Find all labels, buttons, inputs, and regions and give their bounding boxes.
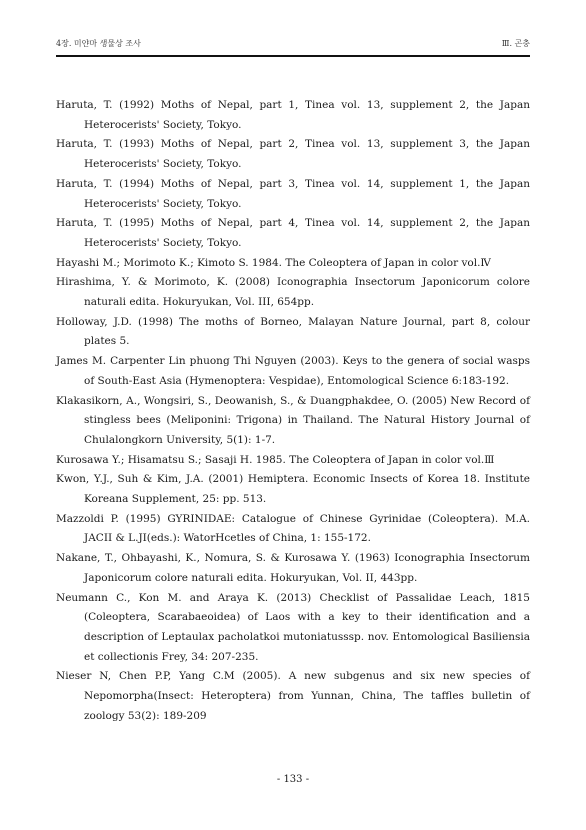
reference-item: Haruta, T. (1995) Moths of Nepal, part 4, Tinea vol. 14, supplement 2, the Japan Heterocerists' Society, Tokyo.	[56, 217, 530, 249]
reference-item: Nakane, T., Ohbayashi, K., Nomura, S. & Kurosawa Y. (1963) Iconographia Insectorum Japonicorum colore naturali edita. Hokuryukan, Vol. II, 443pp.	[56, 552, 530, 584]
header-section: Ⅲ. 곤충	[501, 39, 530, 48]
reference-item: Kurosawa Y.; Hisamatsu S.; Sasaji H. 1985. The Coleoptera of Japan in color vol.Ⅲ	[56, 453, 495, 466]
reference-item: James M. Carpenter Lin phuong Thi Nguyen (2003). Keys to the genera of social wasps of South-East Asia (Hymenoptera: Vespidae), Entomological Science 6:183-192.	[56, 355, 530, 387]
reference-item: Haruta, T. (1993) Moths of Nepal, part 2, Tinea vol. 13, supplement 3, the Japan Heterocerists' Society, Tokyo.	[56, 138, 530, 171]
reference-list	[56, 96, 530, 727]
reference-item: Mazzoldi P. (1995) GYRINIDAE: Catalogue of Chinese Gyrinidae (Coleoptera). M.A. JACII & L.JI(eds.): WatorHcetles of China, 1: 155-172.	[56, 512, 530, 545]
reference-item: Hirashima, Y. & Morimoto, K. (2008) Iconographia Insectorum Japonicorum colore naturali edita. Hokuryukan, Vol. III, 654pp.	[56, 276, 530, 309]
reference-item: Holloway, J.D. (1998) The moths of Borneo, Malayan Nature Journal, part 8, colour plates 5.	[56, 315, 530, 348]
page-number: - 133 -	[276, 774, 310, 785]
reference-item: Haruta, T. (1992) Moths of Nepal, part 1, Tinea vol. 13, supplement 2, the Japan Heterocerists' Society, Tokyo.	[56, 99, 530, 131]
reference-item: Haruta, T. (1994) Moths of Nepal, part 3, Tinea vol. 14, supplement 1, the Japan Heterocerists' Society, Tokyo.	[56, 177, 530, 210]
page-header	[56, 38, 530, 49]
reference-item: Nieser N, Chen P.P, Yang C.M (2005). A new subgenus and six new species of Nepomorpha(Insect: Heteroptera) from Yunnan, China, The taffles bulletin of zoology 53(2): 189-209	[56, 670, 530, 722]
reference-item: Klakasikorn, A., Wongsiri, S., Deowanish, S., & Duangphakdee, O. (2005) New Record of stingless bees (Meliponini: Trigona) in Thailand. The Natural History Journal of Chulalongkorn University, 5(1): 1-7.	[56, 394, 530, 446]
header-rule	[56, 55, 530, 57]
reference-item: Kwon, Y.J., Suh & Kim, J.A. (2001) Hemiptera. Economic Insects of Korea 18. Institute Koreana Supplement, 25: pp. 513.	[56, 473, 530, 506]
reference-item: Neumann C., Kon M. and Araya K. (2013) Checklist of Passalidae Leach, 1815 (Coleoptera, Scarabaeoidea) of Laos with a key to their identification and a description of Leptaulax pacholatkoi mutoniatusssp. nov. Entomological Basiliensia et collectionis Frey, 34: 207-235.	[56, 591, 530, 663]
header-chapter: 4장. 미얀마 생물상 조사	[56, 39, 141, 48]
reference-item: Hayashi M.; Morimoto K.; Kimoto S. 1984. The Coleoptera of Japan in color vol.Ⅳ	[56, 256, 491, 269]
